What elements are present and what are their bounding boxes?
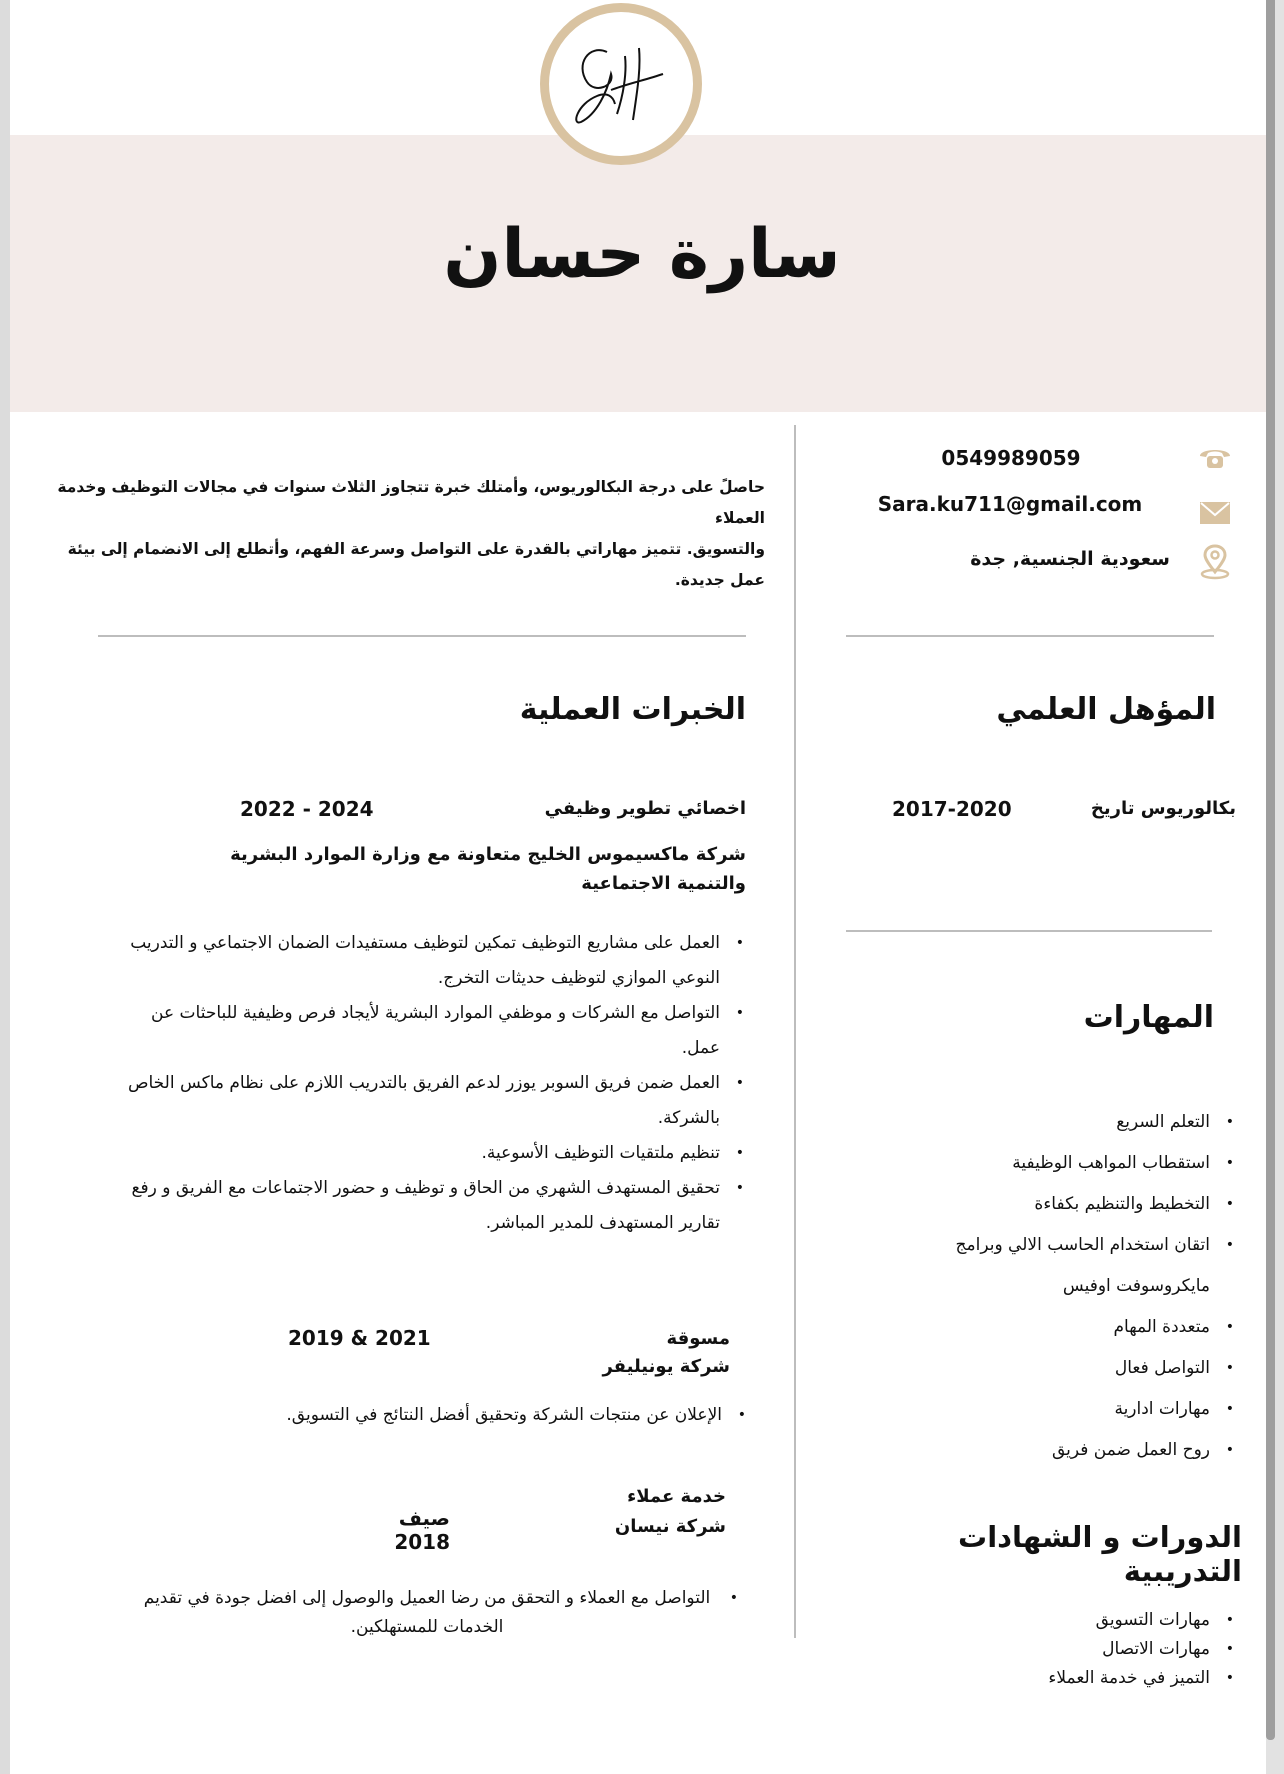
- job-role: مسوقة: [666, 1328, 730, 1349]
- education-title: المؤهل العلمي: [996, 692, 1216, 727]
- scrollbar-thumb[interactable]: [1266, 0, 1275, 1740]
- email-address: Sara.ku711@gmail.com: [877, 492, 1143, 516]
- summary-line-1: حاصلً على درجة البكالوريوس، وأمتلك خبرة تتجاوز الثلاث سنوات في مجالات التوظيف وخدمة العملاء: [57, 478, 765, 527]
- skill-item: • مهارات ادارية: [900, 1389, 1210, 1430]
- signature-monogram-icon: [567, 34, 677, 134]
- job-duty: • التواصل مع العملاء و التحقق من رضا العميل والوصول إلى افضل جودة في تقديم الخدمات للمستهلكين.: [140, 1584, 714, 1642]
- job-duty: • الإعلان عن منتجات الشركة وتحقيق أفضل النتائج في التسويق.: [250, 1398, 722, 1433]
- skill-item: • التخطيط والتنظيم بكفاءة: [900, 1184, 1210, 1225]
- window-left-edge: [0, 0, 10, 1774]
- job-role: خدمة عملاء: [627, 1486, 726, 1507]
- skill-item: • متعددة المهام: [900, 1307, 1210, 1348]
- profile-summary: [40, 472, 765, 596]
- skill-item: • روح العمل ضمن فريق: [900, 1430, 1210, 1471]
- section-divider: [98, 635, 746, 637]
- education-degree: بكالوريوس تاريخ: [1090, 798, 1236, 819]
- skill-item: • استقطاب المواهب الوظيفية: [900, 1143, 1210, 1184]
- job-period: 2022 - 2024: [240, 797, 374, 821]
- skill-item: • التعلم السريع: [900, 1102, 1210, 1143]
- education-years: 2017-2020: [892, 797, 1012, 821]
- courses-title: الدورات و الشهادات التدريبية: [958, 1520, 1242, 1588]
- job-duties-list: [250, 1398, 746, 1433]
- job-company: شركة ماكسيموس الخليج متعاونة مع وزارة الموارد البشرية والتنمية الاجتماعية: [230, 844, 746, 894]
- skill-item: • اتقان استخدام الحاسب الالي وبرامج مايكروسوفت اوفيس: [900, 1225, 1210, 1307]
- courses-list: [960, 1606, 1234, 1693]
- mail-icon: [1200, 502, 1230, 524]
- skills-title: المهارات: [1083, 1000, 1214, 1035]
- summary-line-2: والتسويق. تتميز مهاراتي بالقدرة على التواصل وسرعة الفهم، وأتطلع إلى الانضمام إلى بيئة عمل جديدة.: [67, 540, 765, 589]
- course-item: • مهارات الاتصال: [960, 1635, 1210, 1664]
- job-role: اخصائي تطوير وظيفي: [544, 798, 746, 819]
- experience-title: الخبرات العملية: [519, 692, 746, 727]
- job-duties-list: [120, 926, 744, 1241]
- job-period: صيف 2018: [394, 1506, 450, 1554]
- skills-list: [900, 1102, 1234, 1471]
- job-company: شركة نيسان: [614, 1516, 726, 1537]
- monogram-logo: [540, 3, 702, 165]
- course-item: • مهارات التسويق: [960, 1606, 1210, 1635]
- skill-item: • التواصل فعال: [900, 1348, 1210, 1389]
- location-pin-icon: [1199, 544, 1231, 580]
- job-duty: • العمل على مشاريع التوظيف تمكين لتوظيف مستفيدات الضمان الاجتماعي و التدريب النوعي الموازي لتوظيف حديثات التخرج.: [120, 926, 720, 996]
- section-divider: [846, 930, 1212, 932]
- phone-number: 0549989059: [941, 446, 1081, 470]
- job-company: شركة يونيليفر: [602, 1356, 730, 1377]
- column-divider: [794, 425, 796, 1638]
- course-item: • التميز في خدمة العملاء: [960, 1664, 1210, 1693]
- job-duties-list: [140, 1584, 738, 1642]
- job-duty: • تحقيق المستهدف الشهري من الحاق و توظيف و حضور الاجتماعات مع الفريق و رفع تقارير المستهدف للمدير المباشر.: [120, 1171, 720, 1241]
- job-duty: • التواصل مع الشركات و موظفي الموارد البشرية لأيجاد فرص وظيفية للباحثات عن عمل.: [120, 996, 720, 1066]
- candidate-name: سارة حسان: [443, 215, 841, 294]
- job-duty: • العمل ضمن فريق السوبر يوزر لدعم الفريق بالتدريب اللازم على نظام ماكس الخاص بالشركة.: [120, 1066, 720, 1136]
- job-period: 2019 & 2021: [288, 1326, 431, 1350]
- phone-icon: [1198, 446, 1232, 470]
- job-duty: • تنظيم ملتقيات التوظيف الأسوعية.: [120, 1136, 720, 1171]
- section-divider: [846, 635, 1214, 637]
- location-text: سعودية الجنسية, جدة: [970, 548, 1170, 570]
